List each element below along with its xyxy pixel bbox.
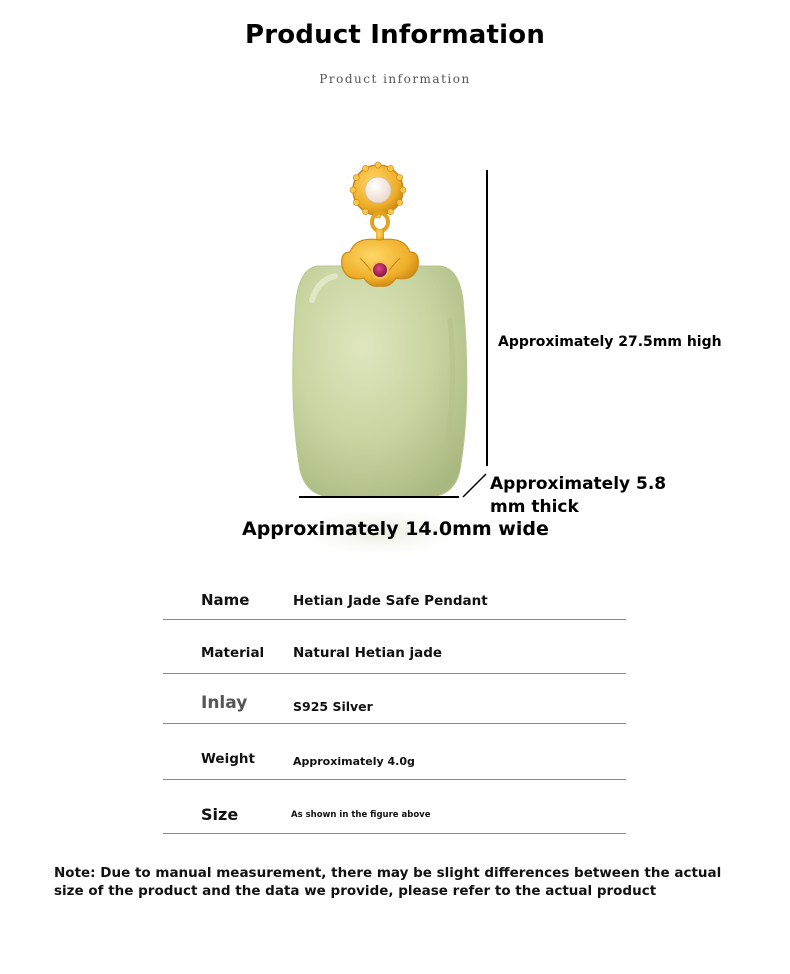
page-subtitle: Product information (319, 72, 471, 86)
gem (372, 262, 388, 278)
pearl (365, 177, 391, 203)
spec-value: Natural Hetian jade (293, 645, 443, 661)
spec-value: S925 Silver (293, 699, 373, 714)
height-label: Approximately 27.5mm high (498, 334, 722, 350)
spec-divider (163, 833, 626, 834)
width-label: Approximately 14.0mm wide (242, 518, 549, 540)
spec-value: Hetian Jade Safe Pendant (293, 593, 488, 609)
spec-divider (163, 673, 626, 674)
spec-value: As shown in the figure above (291, 810, 431, 820)
jade-body (293, 266, 467, 497)
spec-value: Approximately 4.0g (293, 755, 415, 768)
spec-label: Name (201, 591, 250, 609)
spec-label: Weight (201, 751, 255, 767)
thickness-label: Approximately 5.8 mm thick (490, 474, 667, 517)
spec-label: Inlay (201, 693, 248, 713)
spec-divider (163, 779, 626, 780)
spec-label: Size (201, 805, 239, 824)
spec-label: Material (201, 645, 265, 661)
thickness-dimension-line (463, 474, 486, 497)
spec-divider (163, 619, 626, 620)
page-title: Product Information (244, 20, 546, 50)
spec-divider (163, 723, 626, 724)
measurement-note: Note: Due to manual measurement, there may be slight differences between the actual size of the product and the data we provide, please refer to the actual product (54, 865, 722, 899)
